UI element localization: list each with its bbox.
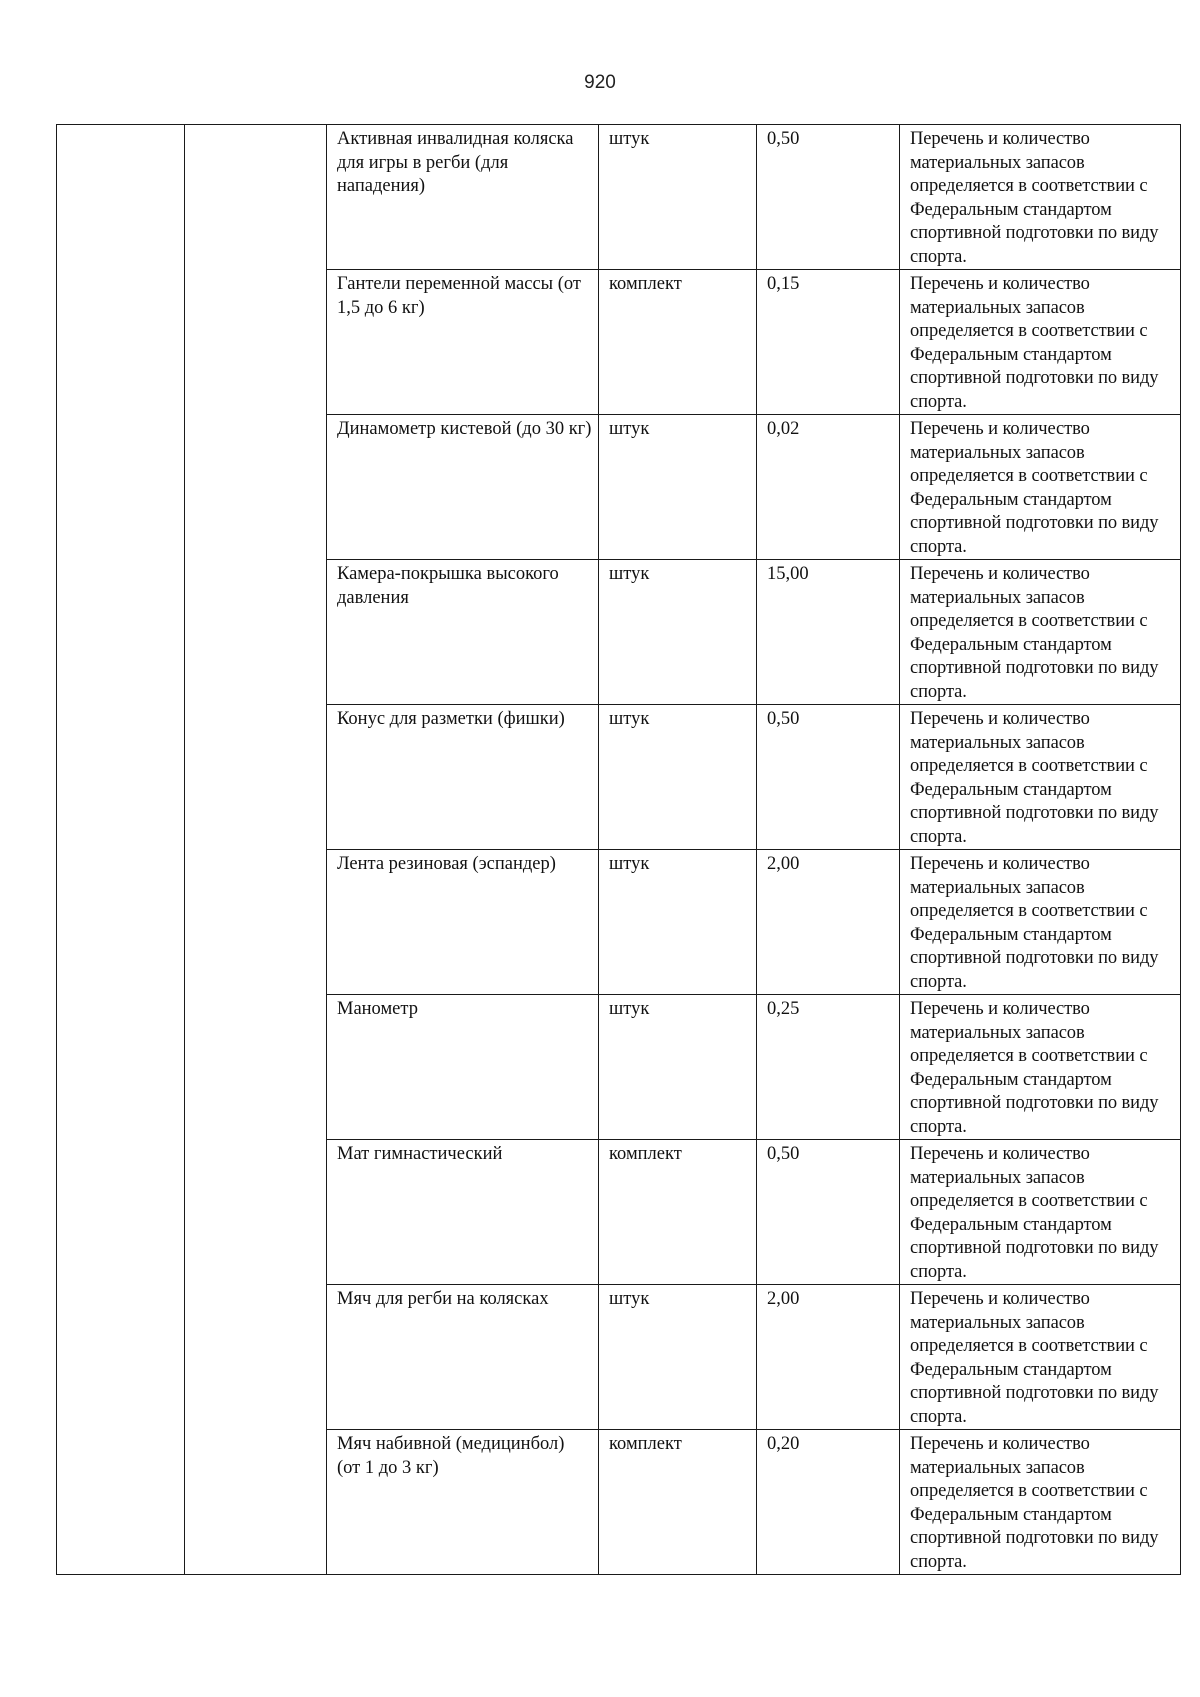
item-name-cell: Манометр	[327, 995, 599, 1140]
item-unit-cell: штук	[599, 415, 757, 560]
item-quantity-cell: 0,50	[757, 1140, 900, 1285]
item-note-cell: Перечень и количество материальных запасов определяется в соответствии с Федеральным стандартом спортивной подготовки по виду спорта.	[900, 705, 1181, 850]
item-name-cell: Динамометр кистевой (до 30 кг)	[327, 415, 599, 560]
item-note-cell: Перечень и количество материальных запасов определяется в соответствии с Федеральным стандартом спортивной подготовки по виду спорта.	[900, 270, 1181, 415]
item-note-cell: Перечень и количество материальных запасов определяется в соответствии с Федеральным стандартом спортивной подготовки по виду спорта.	[900, 1430, 1181, 1575]
item-name-cell: Лента резиновая (эспандер)	[327, 850, 599, 995]
item-unit-cell: штук	[599, 850, 757, 995]
item-unit-cell: штук	[599, 1285, 757, 1430]
item-unit-cell: штук	[599, 560, 757, 705]
item-name-cell: Мат гимнастический	[327, 1140, 599, 1285]
item-note-cell: Перечень и количество материальных запасов определяется в соответствии с Федеральным стандартом спортивной подготовки по виду спорта.	[900, 850, 1181, 995]
item-quantity-cell: 0,50	[757, 125, 900, 270]
item-note-cell: Перечень и количество материальных запасов определяется в соответствии с Федеральным стандартом спортивной подготовки по виду спорта.	[900, 1285, 1181, 1430]
item-quantity-cell: 2,00	[757, 850, 900, 995]
item-unit-cell: штук	[599, 705, 757, 850]
item-note-cell: Перечень и количество материальных запасов определяется в соответствии с Федеральным стандартом спортивной подготовки по виду спорта.	[900, 560, 1181, 705]
item-note-cell: Перечень и количество материальных запасов определяется в соответствии с Федеральным стандартом спортивной подготовки по виду спорта.	[900, 125, 1181, 270]
table-row	[57, 125, 1181, 270]
item-name-cell: Активная инвалидная коляска для игры в регби (для нападения)	[327, 125, 599, 270]
item-note-cell: Перечень и количество материальных запасов определяется в соответствии с Федеральным стандартом спортивной подготовки по виду спорта.	[900, 415, 1181, 560]
item-unit-cell: комплект	[599, 1430, 757, 1575]
item-name-cell: Мяч набивной (медицинбол) (от 1 до 3 кг)	[327, 1430, 599, 1575]
item-name-cell: Конус для разметки (фишки)	[327, 705, 599, 850]
item-name-cell: Мяч для регби на колясках	[327, 1285, 599, 1430]
page-number: 920	[584, 72, 616, 93]
item-unit-cell: штук	[599, 125, 757, 270]
item-note-cell: Перечень и количество материальных запасов определяется в соответствии с Федеральным стандартом спортивной подготовки по виду спорта.	[900, 995, 1181, 1140]
item-quantity-cell: 0,20	[757, 1430, 900, 1575]
item-quantity-cell: 0,15	[757, 270, 900, 415]
item-note-cell: Перечень и количество материальных запасов определяется в соответствии с Федеральным стандартом спортивной подготовки по виду спорта.	[900, 1140, 1181, 1285]
item-unit-cell: комплект	[599, 1140, 757, 1285]
equipment-table	[56, 124, 1181, 1575]
empty-cell-category	[185, 125, 327, 1575]
item-name-cell: Камера-покрышка высокого давления	[327, 560, 599, 705]
item-name-cell: Гантели переменной массы (от 1,5 до 6 кг)	[327, 270, 599, 415]
item-unit-cell: штук	[599, 995, 757, 1140]
item-unit-cell: комплект	[599, 270, 757, 415]
item-quantity-cell: 0,25	[757, 995, 900, 1140]
item-quantity-cell: 15,00	[757, 560, 900, 705]
item-quantity-cell: 0,50	[757, 705, 900, 850]
item-quantity-cell: 2,00	[757, 1285, 900, 1430]
item-quantity-cell: 0,02	[757, 415, 900, 560]
empty-cell-number	[57, 125, 185, 1575]
